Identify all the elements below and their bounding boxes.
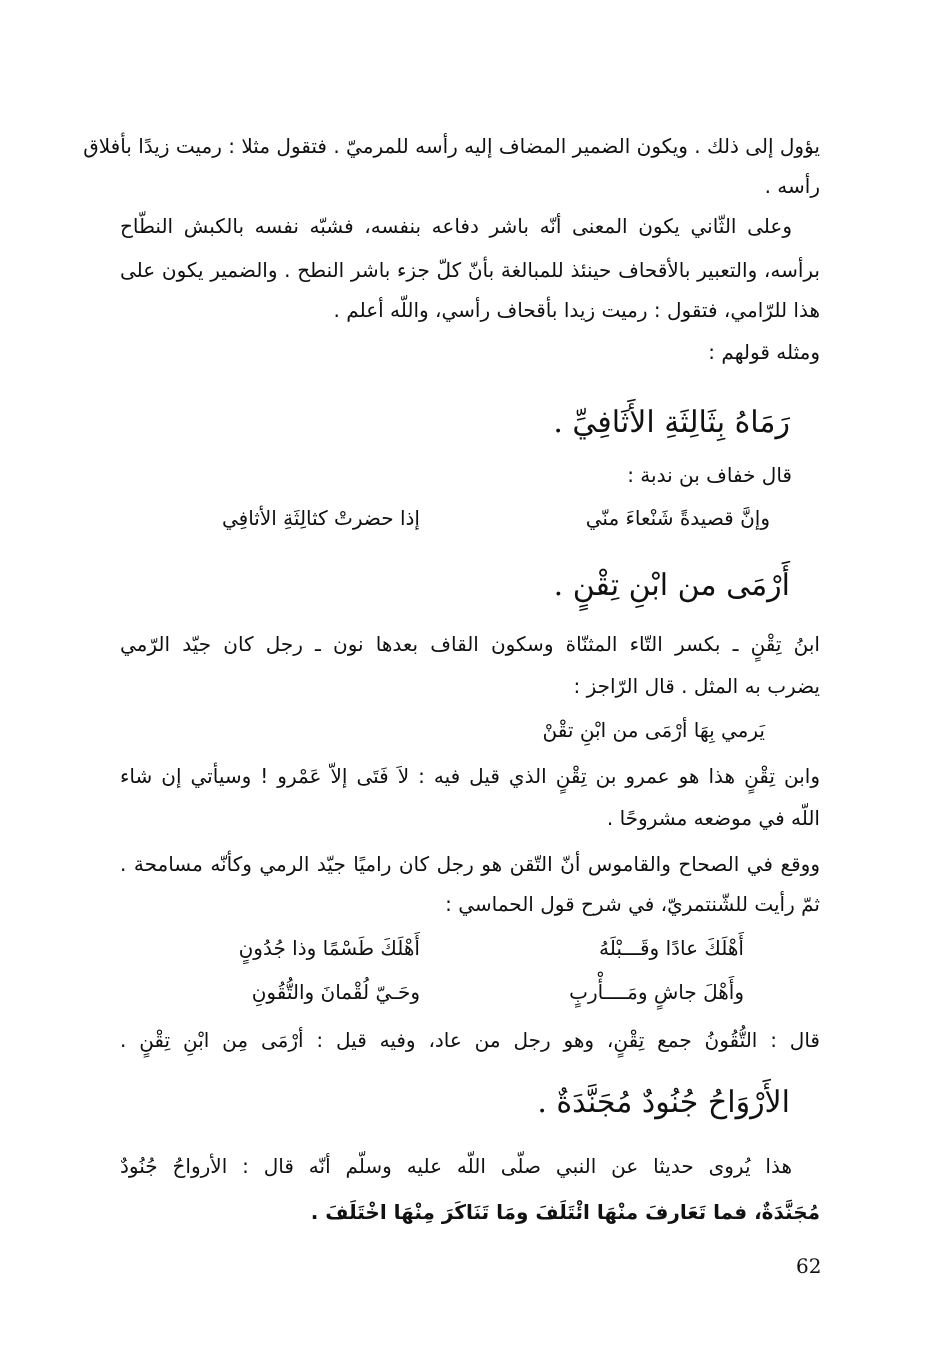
verse-second-hemistich: وحَـيّ لُقْمانَ والتُّقُونِ bbox=[251, 980, 420, 1004]
text-line: مُجَنَّدَةٌ، فما تَعَارفَ منْهَا ائْتَلَفَ ومَا تَنَاكَرَ مِنْهَا اخْتَلَفَ . bbox=[310, 1200, 820, 1224]
text-line: يضرب به المثل . قال الرّاجز : bbox=[573, 674, 820, 698]
proverb-heading: رَمَاهُ بِثَالِثَةِ الأَثَافِيِّ . bbox=[553, 405, 790, 440]
text-line: يؤول إلى ذلك . ويكون الضمير المضاف إليه رأسه للمرميّ . فتقول مثلا : رميت زيدًا بأفلاق bbox=[83, 134, 820, 158]
verse-first-hemistich: أَهْلَكَ عادًا وقَـــبْلَهُ bbox=[599, 936, 744, 960]
text-line: قال خفاف بن ندبة : bbox=[627, 463, 792, 487]
text-line: ووقع في الصحاح والقاموس أنّ التّقن هو رجل كان راميًا جيّد الرمي وكأنّه مسامحة . bbox=[120, 852, 820, 876]
proverb-heading: أَرْمَى من ابْنِ تِقْنٍ . bbox=[553, 568, 790, 603]
text-line: هذا يُروى حديثا عن النبي صلّى اللّه عليه وسلّم أنّه قال : الأرواحُ جُنُودٌ bbox=[120, 1154, 792, 1178]
proverb-heading: الأَرْوَاحُ جُنُودٌ مُجَنَّدَةٌ . bbox=[537, 1085, 790, 1120]
verse-first-hemistich: وأَهْلَ جاشٍ ومَــــأْربٍ bbox=[569, 980, 744, 1004]
text-line: اللّه في موضعه مشروحًا . bbox=[606, 806, 820, 830]
page-number: 62 bbox=[796, 1254, 822, 1278]
text-line: وابن تِقْنٍ هذا هو عمرو بن تِقْنٍ الذي قيل فيه : لاَ فَتَى إلاّ عَمْرو ! وسيأتي إن شاء bbox=[120, 764, 820, 788]
text-line: ومثله قولهم : bbox=[708, 340, 820, 364]
text-line: رأسه . bbox=[764, 174, 820, 198]
verse-first-hemistich: يَرمي بِهَا أرْمَى من ابْنِ تقْنْ bbox=[542, 718, 765, 742]
text-line: ثمّ رأيت للشّنتمريّ، في شرح قول الحماسي : bbox=[445, 892, 820, 916]
verse-second-hemistich: إذا حضرتْ كثالِثَةِ الأثافِي bbox=[221, 506, 420, 530]
text-line: برأسه، والتعبير بالأقحاف حينئذ للمبالغة بأنّ كلّ جزء باشر النطح . والضمير يكون على bbox=[120, 258, 820, 282]
text-line: هذا للرّامي، فتقول : رميت زيدا بأقحاف رأسي، واللّه أعلم . bbox=[333, 298, 820, 322]
text-line: قال : التُّقُونُ جمع تِقْنٍ، وهو رجل من عاد، وفيه قيل : أرْمَى مِن ابْنِ تِقْنٍ . bbox=[120, 1028, 820, 1052]
text-line: ابنُ تِقْنٍ ـ بكسر التّاء المثنّاة وسكون القاف بعدها نون ـ رجل كان جيّد الرّمي bbox=[120, 632, 820, 656]
verse-first-hemistich: وإنَّ قصيدةً شَنْعاءَ منّي bbox=[585, 506, 770, 530]
verse-second-hemistich: أَهْلَكَ طَسْمًا وذا جُدُونٍ bbox=[238, 936, 420, 960]
text-line: وعلى الثّاني يكون المعنى أنّه باشر دفاعه بنفسه، فشبّه نفسه بالكبش النطّاح bbox=[120, 214, 792, 238]
